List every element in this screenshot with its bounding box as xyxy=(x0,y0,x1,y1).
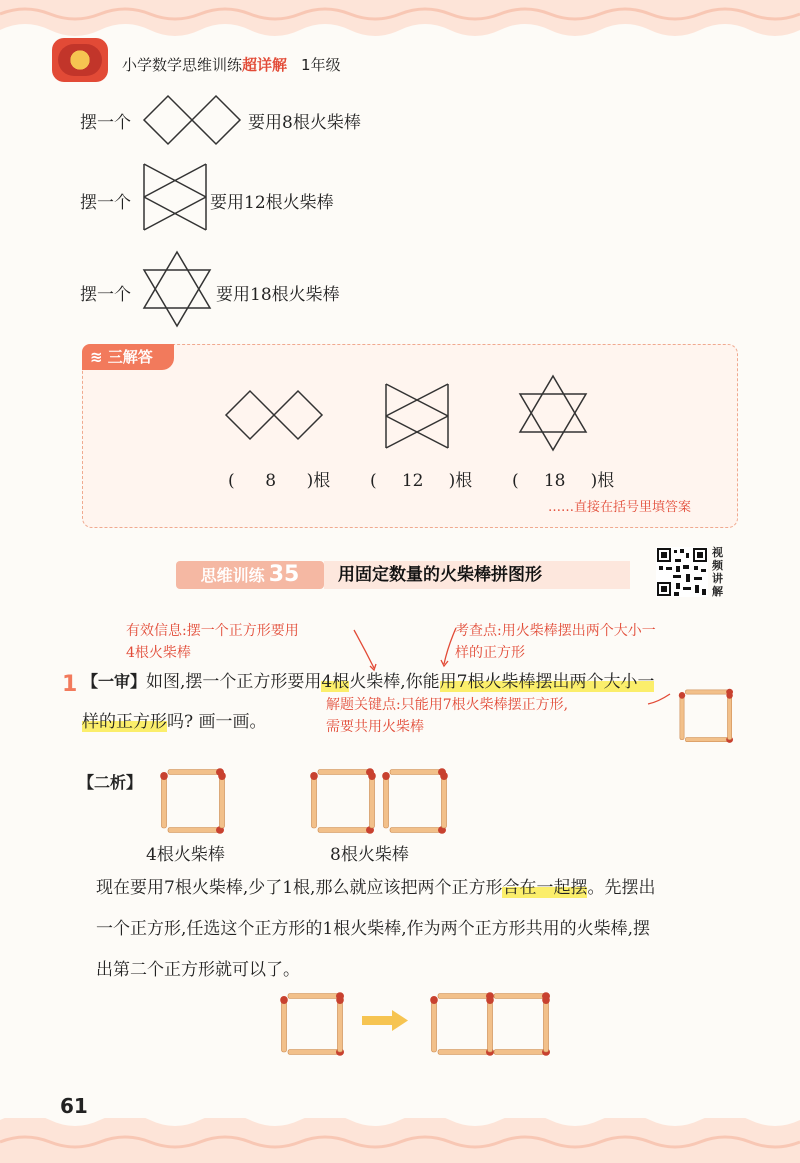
banner-number: 35 xyxy=(268,562,300,587)
q-highlight-3: 样的正方形 xyxy=(82,712,167,732)
book-header xyxy=(122,54,341,75)
annotation-exam-line2: 样的正方形 xyxy=(455,645,525,661)
answer-1 xyxy=(228,466,330,491)
annotation-info xyxy=(126,620,299,664)
answer-2-open: ( xyxy=(370,471,377,491)
annotation-key xyxy=(326,694,568,738)
analysis-one-square xyxy=(160,768,226,834)
analysis-text-1a: 现在要用7根火柴棒,少了1根,那么就应该把两个正方形 xyxy=(96,878,503,898)
analysis-paragraph xyxy=(96,868,756,991)
answer-figure-diamonds xyxy=(224,388,326,442)
analysis-line-3: 出第二个正方形就可以了。 xyxy=(96,960,300,980)
example-2-suffix: 要用12根火柴棒 xyxy=(210,193,334,213)
answer-1-value: 8 xyxy=(265,471,277,491)
book-title-highlight: 超详解 xyxy=(242,56,288,74)
grade-label: 1年级 xyxy=(301,56,341,74)
example-1-suffix: 要用8根火柴棒 xyxy=(248,113,361,133)
answer-1-open: ( xyxy=(228,471,235,491)
video-char-3: 讲 xyxy=(712,572,723,585)
banner-label-text: 思维训练 xyxy=(200,566,265,585)
video-char-2: 频 xyxy=(712,559,723,572)
book-title: 小学数学思维训练 xyxy=(122,56,243,74)
bottom-joined-squares xyxy=(430,992,550,1056)
question-line-2 xyxy=(82,702,267,742)
video-char-4: 解 xyxy=(712,585,723,598)
example-3-prefix: 摆一个 xyxy=(80,285,131,305)
question-square xyxy=(679,689,733,743)
answer-3-close: )根 xyxy=(590,471,615,491)
q-text-2b: 吗? 画一画。 xyxy=(167,712,267,732)
step-review-label: 【一审】 xyxy=(82,672,147,691)
bottom-wave-border xyxy=(0,1098,800,1163)
answer-figure-bowtie xyxy=(384,382,450,450)
book-logo xyxy=(52,38,108,82)
analysis-caption-2: 8根火柴棒 xyxy=(330,845,409,865)
step-analysis-label: 【二析】 xyxy=(78,773,143,792)
annotation-key-arrow xyxy=(644,690,674,710)
answer-1-close: )根 xyxy=(306,471,331,491)
answer-tag-label: 三解答 xyxy=(107,348,153,366)
annotation-exam xyxy=(455,620,656,664)
top-wave-border xyxy=(0,0,800,44)
answer-figure-star xyxy=(518,374,588,452)
banner-title: 用固定数量的火柴棒拼图形 xyxy=(324,561,630,589)
annotation-info-line2: 4根火柴棒 xyxy=(126,645,191,661)
example-2-prefix: 摆一个 xyxy=(80,193,131,213)
answer-2 xyxy=(370,466,472,491)
analysis-text-1b: 。先摆出 xyxy=(587,878,656,898)
video-char-1: 视 xyxy=(712,546,723,559)
bottom-one-square xyxy=(280,992,344,1056)
answer-3-open: ( xyxy=(512,471,519,491)
bowtie-box-figure xyxy=(142,162,208,232)
question-number: 1 xyxy=(62,672,78,697)
analysis-caption-1: 4根火柴棒 xyxy=(146,845,225,865)
answer-3-value: 18 xyxy=(543,471,566,491)
annotation-exam-line1: 考查点:用火柴棒摆出两个大小一 xyxy=(455,623,656,639)
analysis-highlight: 合在一起摆 xyxy=(502,878,588,898)
answer-hint: ……直接在括号里填答案 xyxy=(548,500,692,515)
page-number: 61 xyxy=(60,1094,88,1118)
example-3-suffix: 要用18根火柴棒 xyxy=(216,285,340,305)
two-diamonds-figure xyxy=(142,94,244,146)
qr-code[interactable] xyxy=(656,547,708,597)
analysis-line-2: 一个正方形,任选这个正方形的1根火柴棒,作为两个正方形共用的火柴棒,摆 xyxy=(96,919,651,939)
answer-3 xyxy=(512,466,614,491)
banner-label xyxy=(176,561,324,589)
example-1-prefix: 摆一个 xyxy=(80,113,131,133)
q-highlight-2: 用7根火柴棒摆出两个大小一 xyxy=(439,672,655,692)
transform-arrow xyxy=(362,1010,408,1031)
annotation-key-line1: 解题关键点:只能用7根火柴棒摆正方形, xyxy=(326,697,569,713)
annotation-key-line2: 需要共用火柴棒 xyxy=(326,719,424,735)
video-label[interactable] xyxy=(712,546,728,598)
annotation-info-line1: 有效信息:摆一个正方形要用 xyxy=(126,623,299,639)
star-of-david-figure xyxy=(142,250,212,328)
analysis-two-squares xyxy=(310,768,448,834)
answer-tag: ≋ 三解答 xyxy=(82,344,174,370)
q-highlight-1: 4根 xyxy=(321,672,350,692)
q-text-1a: 如图,摆一个正方形要用 xyxy=(146,672,322,692)
answer-2-close: )根 xyxy=(448,471,473,491)
q-text-1b: 火柴棒,你能 xyxy=(349,672,440,692)
analysis-line-1 xyxy=(96,868,756,909)
answer-2-value: 12 xyxy=(401,471,424,491)
